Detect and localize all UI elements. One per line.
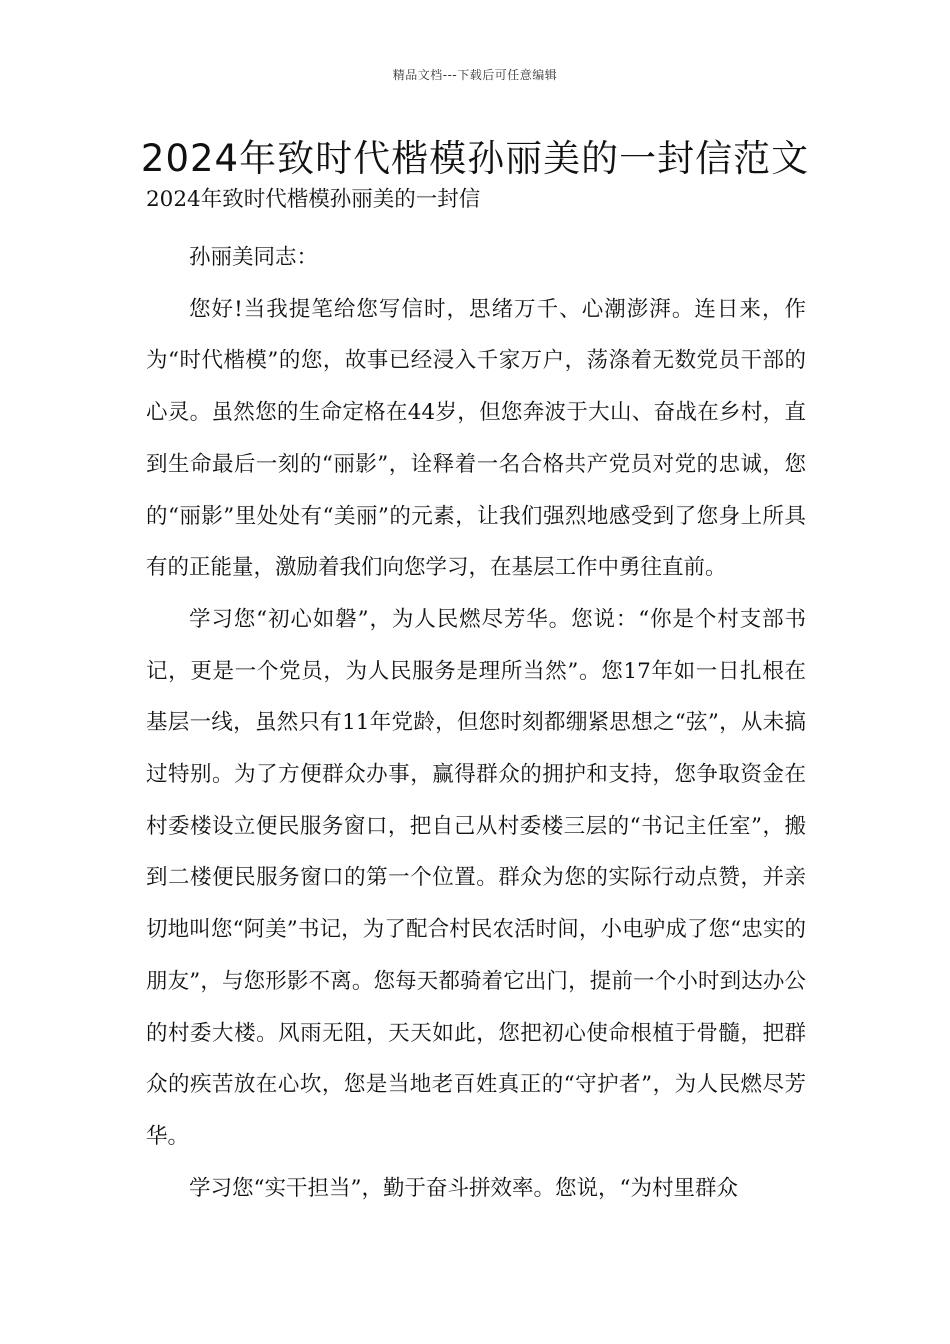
document-body <box>146 180 806 1214</box>
paragraph: 学习您“实干担当”，勤于奋斗拼效率。您说，“为村里群众 <box>189 1175 738 1201</box>
page-header: 精品文档---下载后可任意编辑 <box>392 68 558 82</box>
salutation: 孙丽美同志： <box>189 245 319 270</box>
paragraph: 您好!当我提笔给您写信时，思绪万千、心潮澎湃。连日来，作为“时代楷模”的您，故事已经浸入千家万户，荡涤着无数党员干部的心灵。虽然您的生命定格在44岁，但您奔波于大山、奋战在乡村，直到生命最后一刻的“丽影”，诠释着一名合格共产党员对党的忠诚，您的“丽影”里处处有“美丽”的元素，让我们强烈地感受到了您身上所具有的正能量，激励着我们向您学习，在基层工作中勇往直前。 <box>146 296 806 581</box>
document-subtitle: 2024年致时代楷模孙丽美的一封信 <box>146 187 481 212</box>
paragraph: 学习您“初心如磐”，为人民燃尽芳华。您说：“你是个村支部书记，更是一个党员，为人民服务是理所当然”。您17年如一日扎根在基层一线，虽然只有11年党龄，但您时刻都绷紧思想之“弦”，从未搞过特别。为了方便群众办事，赢得群众的拥护和支持，您争取资金在村委楼设立便民服务窗口，把自己从村委楼三层的“书记主任室”，搬到二楼便民服务窗口的第一个位置。群众为您的实际行动点赞，并亲切地叫您“阿美”书记，为了配合村民农活时间，小电驴成了您“忠实的朋友”，与您形影不离。您每天都骑着它出门，提前一个小时到达办公的村委大楼。风雨无阻，天天如此，您把初心使命根植于骨髓，把群众的疾苦放在心坎，您是当地老百姓真正的“守护者”，为人民燃尽芳华。 <box>146 606 806 1149</box>
document-title: 2024年致时代楷模孙丽美的一封信范文 <box>140 137 810 180</box>
